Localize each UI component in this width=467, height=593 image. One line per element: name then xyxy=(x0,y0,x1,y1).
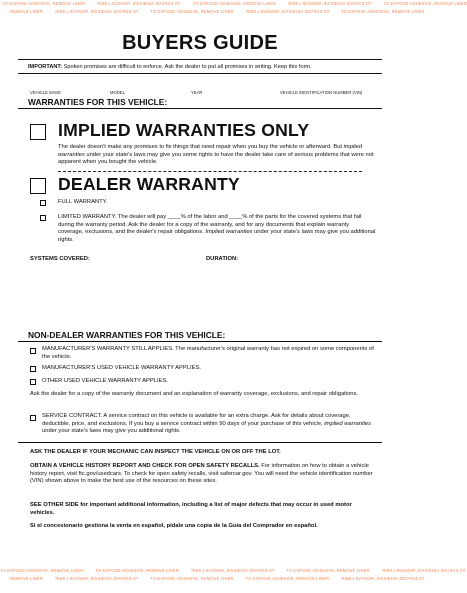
limited-warranty-text: LIMITED WARRANTY. The dealer will pay ____% of the labor and ____% of the parts for the covered systems that fail during the warranty period. Ask the dealer for a copy of the warranty, and for any documents that explain warranty coverage, exclusions, and the dealer's repair obligations. Implied warranties under your state's laws may give you additional rights. xyxy=(58,214,376,243)
liner-text: TO EXPOSE ADHESIVE, REMOVE LINER xyxy=(54,9,139,14)
duration-label: DURATION: xyxy=(206,256,239,262)
liner-text: REMOVE LINER xyxy=(10,9,43,14)
mfr-used-warranty-text: MANUFACTURER'S USED VEHICLE WARRANTY APPLIES. xyxy=(42,365,201,371)
non-dealer-heading: NON-DEALER WARRANTIES FOR THIS VEHICLE: xyxy=(28,330,226,340)
important-notice xyxy=(28,64,312,70)
liner-text: TO EXPOSE ADHESIVE, REMOVE LINER xyxy=(2,1,86,6)
other-used-warranty-checkbox[interactable] xyxy=(30,379,36,385)
liner-text: TO EXPOSE ADHESIVE, REMOVE LINER xyxy=(286,568,370,573)
warranties-heading: WARRANTIES FOR THIS VEHICLE: xyxy=(28,97,168,107)
liner-text: TO EXPOSE ADHESIVE, REMOVE LINER xyxy=(383,1,467,6)
history-report-notice: OBTAIN A VEHICLE HISTORY REPORT AND CHECK FOR OPEN SAFETY RECALLS. For information on how to obtain a vehicle history report, visit ftc.gov/usedcars. To check for open safety recalls, visit safercar.gov. You will need the vehicle identification number (VIN) shown above to make the best use of the resources on these sites. xyxy=(30,463,373,485)
year-label: YEAR xyxy=(191,90,203,95)
liner-row xyxy=(0,8,425,16)
liner-text: TO EXPOSE ADHESIVE, REMOVE LINER xyxy=(54,576,139,581)
liner-row xyxy=(0,0,467,8)
dealer-warranty-checkbox[interactable] xyxy=(30,178,46,194)
service-contract-text: SERVICE CONTRACT. A service contract on this vehicle is available for an extra charge. Ask for details about coverage, deductible, price, and exclusions. If you buy a service contract within 90 days of your purchase of this vehicle, implied warranties under your state's laws may give you additional rights. xyxy=(42,413,371,435)
divider xyxy=(18,341,382,342)
full-warranty-label: FULL WARRANTY. xyxy=(58,199,108,205)
service-contract-checkbox[interactable] xyxy=(30,415,36,421)
divider xyxy=(18,108,382,109)
liner-text: TO EXPOSE ADHESIVE, REMOVE LINER xyxy=(341,576,425,581)
divider xyxy=(18,442,382,443)
model-label: MODEL xyxy=(110,90,125,95)
divider xyxy=(18,73,382,74)
liner-text: TO EXPOSE ADHESIVE, REMOVE LINER xyxy=(245,9,330,14)
liner-text: TO EXPOSE ADHESIVE, REMOVE LINER xyxy=(190,568,275,573)
implied-warranties-checkbox[interactable] xyxy=(30,124,46,140)
liner-text: TO EXPOSE ADHESIVE, REMOVE LINER xyxy=(95,568,179,573)
mfr-warranty-still-text: MANUFACTURER'S WARRANTY STILL APPLIES. The manufacturer's original warranty has not expired on some components of the vehicle. xyxy=(42,346,374,360)
spanish-notice: Si el concesionario gestiona la venta en español, pídale una copia de la Guía del Comprador en español. xyxy=(30,523,318,529)
important-text: Spoken promises are difficult to enforce. Ask the dealer to put all promises in writing. Keep this form. xyxy=(63,64,312,70)
dealer-warranty-heading: DEALER WARRANTY xyxy=(58,174,240,194)
ask-copy-text: Ask the dealer for a copy of the warranty document and an explanation of warranty coverage, exclusions, and repair obligations. xyxy=(30,391,359,397)
mfr-used-warranty-checkbox[interactable] xyxy=(30,366,36,372)
liner-row xyxy=(0,567,466,575)
inspect-notice: ASK THE DEALER IF YOUR MECHANIC CAN INSPECT THE VEHICLE ON OR OFF THE LOT. xyxy=(30,449,281,455)
liner-text: TO EXPOSE ADHESIVE, REMOVE LINER xyxy=(288,1,372,6)
full-warranty-checkbox[interactable] xyxy=(40,200,46,206)
other-used-warranty-text: OTHER USED VEHICLE WARRANTY APPLIES. xyxy=(42,378,168,384)
adhesive-liner-top xyxy=(0,0,467,26)
implied-warranties-heading: IMPLIED WARRANTIES ONLY xyxy=(58,120,310,140)
liner-row xyxy=(0,575,425,583)
liner-text: TO EXPOSE ADHESIVE, REMOVE LINER xyxy=(97,1,181,6)
liner-text: TO EXPOSE ADHESIVE, REMOVE LINER xyxy=(192,1,277,6)
liner-text: REMOVE LINER xyxy=(10,576,43,581)
see-other-side-notice: SEE OTHER SIDE for important additional information, including a list of major defects that may occur in used motor vehicles. xyxy=(30,502,352,516)
vehicle-make-label: VEHICLE MAKE xyxy=(30,90,61,95)
liner-text: TO EXPOSE ADHESIVE, REMOVE LINER xyxy=(0,568,84,573)
implied-warranties-text: The dealer doesn't make any promises to fix things that need repair when you buy the vehicle or afterward. But implied warranties under your state's laws may give you some rights to have the dealer take care of serious problems that were not apparent when you bought the vehicle. xyxy=(58,144,374,166)
page-title: BUYERS GUIDE xyxy=(122,32,278,54)
limited-warranty-checkbox[interactable] xyxy=(40,215,46,221)
divider xyxy=(18,59,382,60)
adhesive-liner-bottom xyxy=(0,567,466,593)
dashed-divider xyxy=(58,171,362,172)
systems-covered-label: SYSTEMS COVERED: xyxy=(30,256,90,262)
liner-text: TO EXPOSE ADHESIVE, REMOVE LINER xyxy=(341,9,425,14)
vin-label: VEHICLE IDENTIFICATION NUMBER (VIN) xyxy=(280,90,363,95)
buyers-guide-sheet xyxy=(18,26,382,567)
mfr-warranty-still-checkbox[interactable] xyxy=(30,348,36,354)
liner-text: TO EXPOSE ADHESIVE, REMOVE LINER xyxy=(245,576,330,581)
liner-text: TO EXPOSE ADHESIVE, REMOVE LINER xyxy=(381,568,466,573)
important-label: IMPORTANT: xyxy=(28,64,63,70)
liner-text: TO EXPOSE ADHESIVE, REMOVE LINER xyxy=(150,576,234,581)
liner-text: TO EXPOSE ADHESIVE, REMOVE LINER xyxy=(150,9,234,14)
